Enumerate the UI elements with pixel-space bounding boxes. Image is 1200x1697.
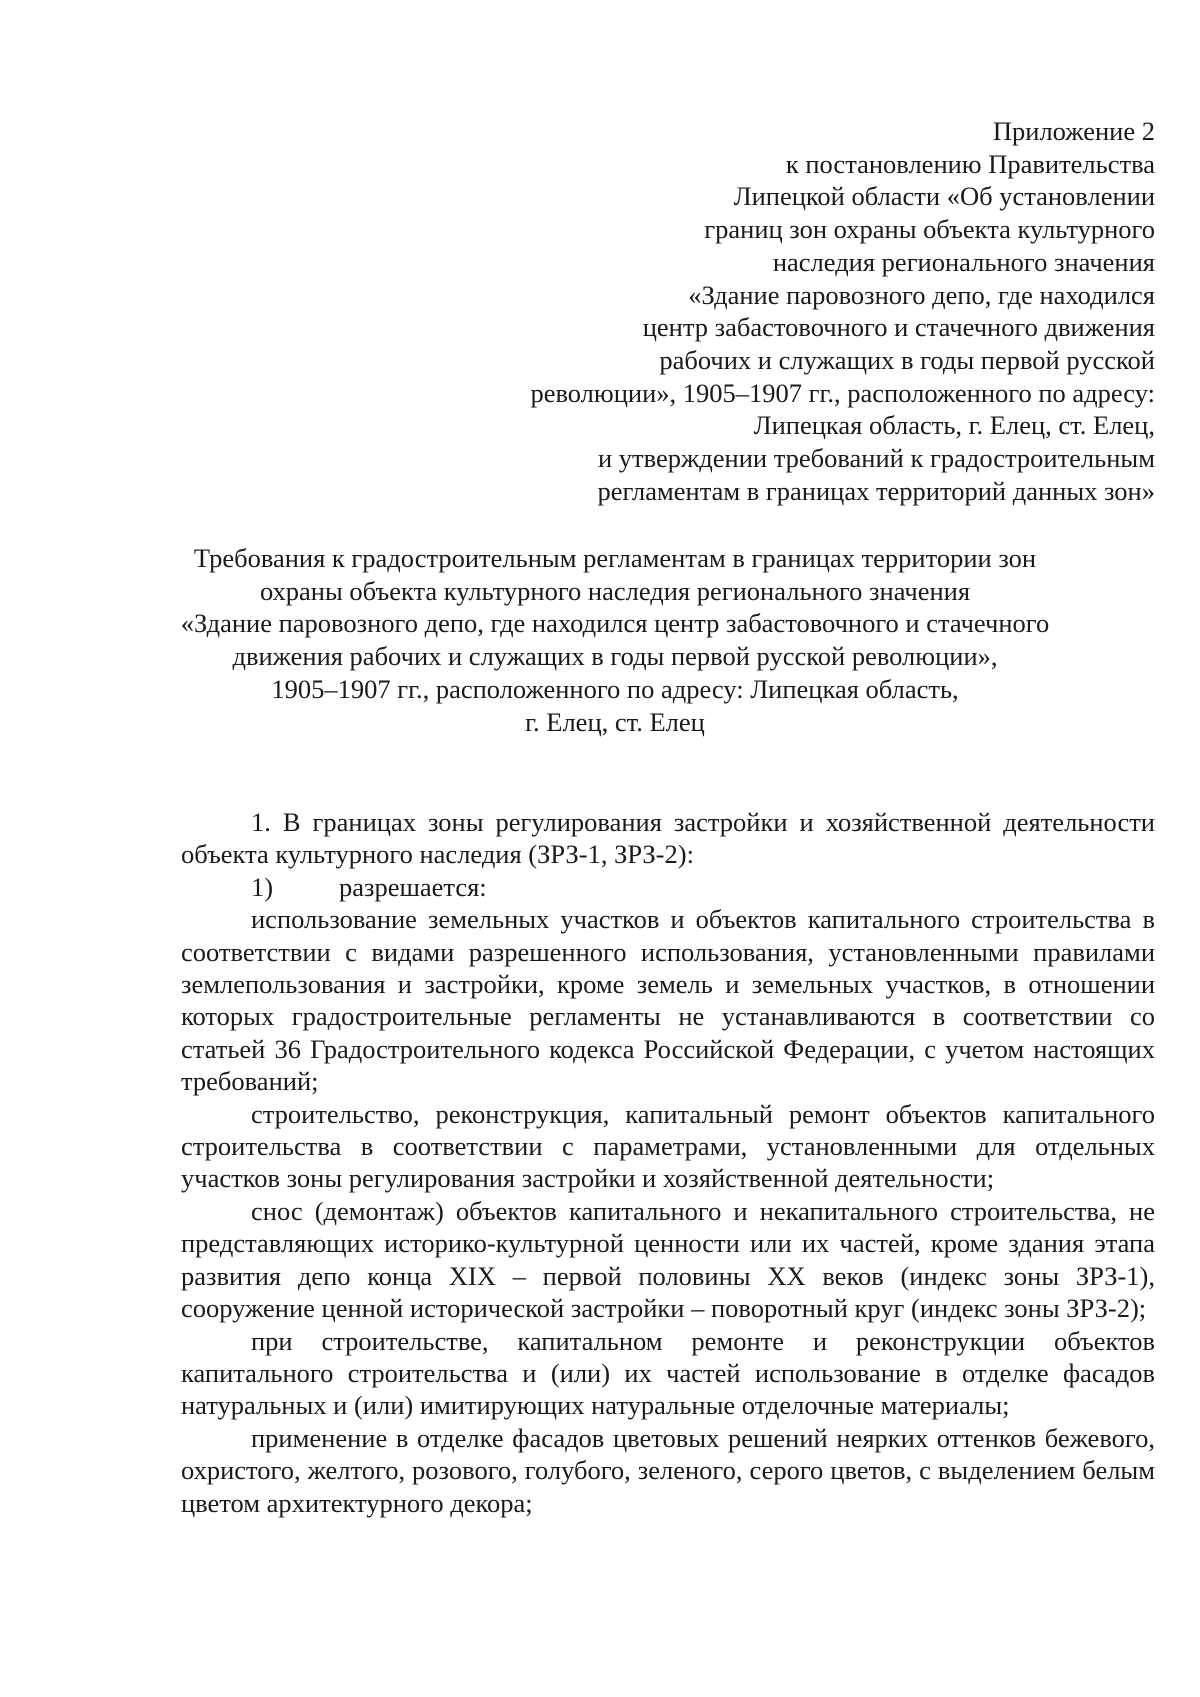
- document-body: [181, 806, 1155, 1519]
- appendix-line: «Здание паровозного депо, где находился: [688, 279, 1155, 310]
- appendix-line: Липецкой области «Об установлении: [733, 181, 1155, 212]
- title-line: Требования к градостроительным регламентам в границах территории зон: [193, 543, 1037, 573]
- appendix-line: рабочих и служащих в годы первой русской: [659, 344, 1155, 375]
- title-line: движения рабочих и служащих в годы первой русской революции»,: [232, 641, 998, 672]
- appendix-line: центр забастовочного и стачечного движения: [642, 312, 1155, 343]
- body-paragraph: использование земельных участков и объектов капитального строительства в соответствии с видами разрешенного использования, установленными правилами землепользования и застройки, кроме земель и земельных участков, в отношении которых градостроительные регламенты не устанавливаются в соответствии со статьей 36 Градостроительного кодекса Российской Федерации, с учетом настоящих требований;: [181, 904, 1155, 1097]
- appendix-line: регламентам в границах территорий данных зон»: [597, 475, 1155, 506]
- appendix-header: [180, 115, 1155, 507]
- title-line: охраны объекта культурного наследия регионального значения: [259, 575, 971, 606]
- item-1-number: 1): [251, 871, 274, 902]
- document-title: [150, 542, 1080, 738]
- appendix-line: Липецкая область, г. Елец, ст. Елец,: [753, 410, 1155, 441]
- item-1-label: разрешается:: [339, 871, 487, 902]
- appendix-line: границ зон охраны объекта культурного: [704, 214, 1155, 245]
- title-line: «Здание паровозного депо, где находился центр забастовочного и стачечного: [180, 608, 1050, 639]
- appendix-line: и утверждении требований к градостроительным: [597, 443, 1155, 474]
- title-line: 1905–1907 гг., расположенного по адресу: Липецкая область,: [271, 673, 959, 704]
- section-1-paragraph: 1. В границах зоны регулирования застройки и хозяйственной деятельности объекта культурного наследия (ЗРЗ-1, ЗРЗ-2):: [181, 807, 1155, 870]
- body-paragraph: строительство, реконструкция, капитальный ремонт объектов капитального строительства в соответствии с параметрами, установленными для отдельных участков зоны регулирования застройки и хозяйственной деятельности;: [181, 1098, 1155, 1194]
- appendix-line: наследия регионального значения: [772, 246, 1155, 277]
- appendix-line: к постановлению Правительства: [785, 148, 1155, 179]
- appendix-line: Приложение 2: [992, 116, 1155, 146]
- appendix-line: революции», 1905–1907 гг., расположенного по адресу:: [530, 377, 1155, 408]
- body-paragraph: применение в отделке фасадов цветовых решений неярких оттенков бежевого, охристого, желтого, розового, голубого, зеленого, серого цветов, с выделением белым цветом архитектурного декора;: [181, 1422, 1155, 1518]
- body-paragraph: снос (демонтаж) объектов капитального и некапитального строительства, не представляющих историко-культурной ценности или их частей, кроме здания этапа развития депо конца XIX – первой половины XX веков (индекс зоны ЗРЗ-1), сооружение ценной исторической застройки – поворотный круг (индекс зоны ЗРЗ-2);: [181, 1195, 1155, 1324]
- item-1: [181, 871, 1155, 903]
- title-line: г. Елец, ст. Елец: [525, 706, 705, 737]
- body-paragraph: при строительстве, капитальном ремонте и реконструкции объектов капитального строительства и (или) их частей использование в отделке фасадов натуральных и (или) имитирующих натуральные отделочные материалы;: [181, 1325, 1155, 1421]
